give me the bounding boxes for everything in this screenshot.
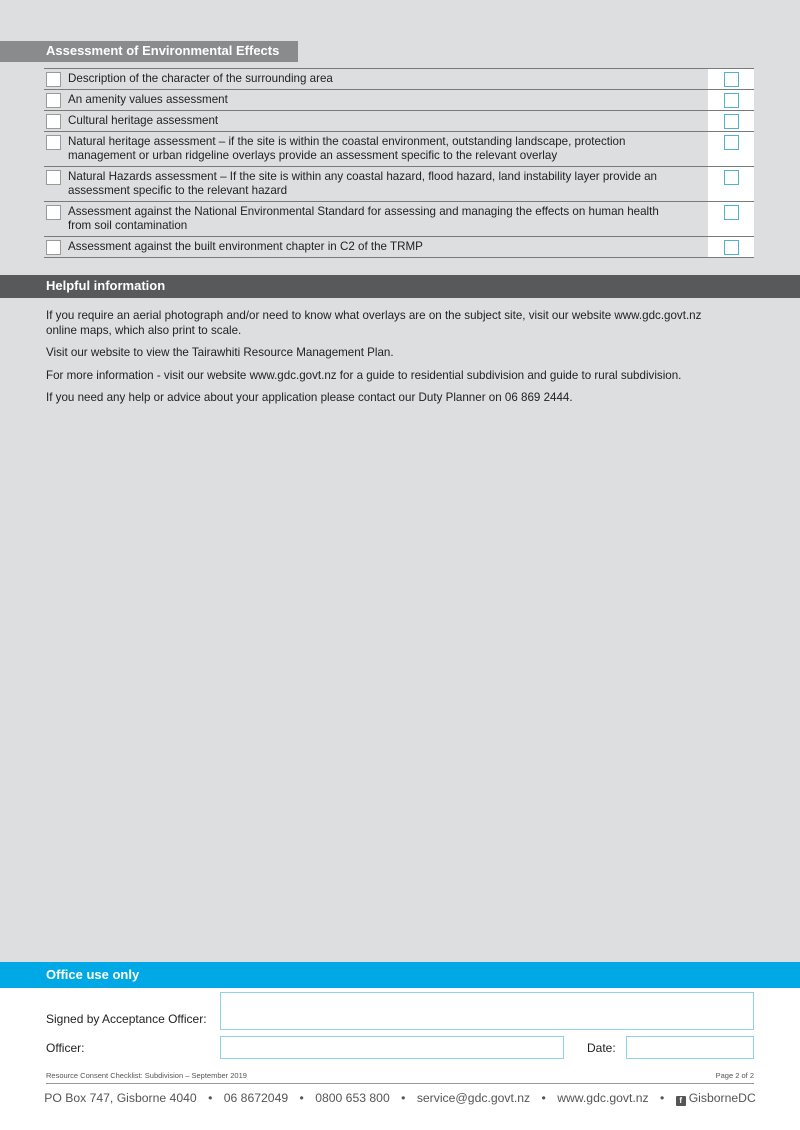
facebook-icon: f [676, 1096, 686, 1106]
contact-email[interactable]: service@gdc.govt.nz [416, 1091, 531, 1105]
separator: • [299, 1091, 304, 1105]
office-check-column [708, 202, 754, 236]
checklist-row [44, 90, 754, 111]
checklist-item-text: Natural heritage assessment – if the site is within the coastal environment, outstanding landscape, protection management or urban ridgeline overlays provide an assessment specific to the relevant overlay [68, 135, 626, 162]
assessment-checklist [44, 68, 754, 258]
assessment-section-title: Assessment of Environmental Effects [46, 43, 280, 58]
office-checkbox[interactable] [724, 135, 739, 150]
date-field[interactable] [626, 1036, 754, 1059]
footer-divider [46, 1083, 754, 1084]
separator: • [541, 1091, 546, 1105]
applicant-checkbox[interactable] [46, 205, 61, 220]
contact-website[interactable]: www.gdc.govt.nz [557, 1091, 649, 1105]
checklist-row [44, 237, 754, 258]
checklist-item-text: Cultural heritage assessment [68, 114, 219, 127]
checklist-row [44, 111, 754, 132]
assessment-section-header [0, 41, 298, 62]
checklist-row [44, 167, 754, 202]
checklist-item-text: Assessment against the National Environmental Standard for assessing and managing the effects on human health from soil contamination [68, 205, 659, 232]
separator: • [401, 1091, 406, 1105]
applicant-checkbox[interactable] [46, 93, 61, 108]
office-check-column [708, 167, 754, 201]
helpful-information-title: Helpful information [46, 278, 166, 293]
office-use-header [0, 962, 800, 988]
page-number: Page 2 of 2 [715, 1071, 754, 1080]
signed-by-field[interactable] [220, 992, 754, 1030]
office-check-column [708, 111, 754, 131]
contact-phone: 06 8672049 [223, 1091, 289, 1105]
checklist-item-text: Assessment against the built environment chapter in C2 of the TRMP [68, 240, 423, 253]
help-paragraph-more-info: For more information - visit our website www.gdc.govt.nz for a guide to residential subdivision and guide to rural subdivision. [46, 368, 682, 382]
helpful-information-body [46, 309, 746, 414]
help-paragraph-aerial: If you require an aerial photograph and/or need to know what overlays are on the subject site, visit our website www.gdc.govt.nz online maps, which also print to scale. [46, 309, 702, 337]
office-check-column [708, 132, 754, 166]
separator: • [208, 1091, 213, 1105]
applicant-checkbox[interactable] [46, 135, 61, 150]
office-check-column [708, 69, 754, 89]
office-check-column [708, 237, 754, 257]
applicant-checkbox[interactable] [46, 170, 61, 185]
applicant-checkbox[interactable] [46, 240, 61, 255]
office-checkbox[interactable] [724, 170, 739, 185]
checklist-row [44, 202, 754, 237]
applicant-checkbox[interactable] [46, 114, 61, 129]
office-check-column [708, 90, 754, 110]
office-checkbox[interactable] [724, 114, 739, 129]
checklist-row [44, 69, 754, 90]
contact-address: PO Box 747, Gisborne 4040 [44, 1091, 197, 1105]
officer-label: Officer: [46, 1041, 85, 1055]
office-checkbox[interactable] [724, 240, 739, 255]
checklist-row [44, 132, 754, 167]
contact-freephone: 0800 653 800 [315, 1091, 390, 1105]
contact-facebook[interactable]: GisborneDC [688, 1091, 756, 1105]
applicant-checkbox[interactable] [46, 72, 61, 87]
help-paragraph-contact: If you need any help or advice about your application please contact our Duty Planner on 06 869 2444. [46, 391, 573, 404]
help-paragraph-plan: Visit our website to view the Tairawhiti Resource Management Plan. [46, 346, 394, 359]
checklist-item-text: Natural Hazards assessment – If the site is within any coastal hazard, flood hazard, land instability layer provide an assessment specific to the relevant hazard [68, 170, 658, 197]
separator: • [660, 1091, 665, 1105]
helpful-information-header [0, 275, 800, 298]
signed-by-label: Signed by Acceptance Officer: [46, 1012, 207, 1026]
office-checkbox[interactable] [724, 72, 739, 87]
date-label: Date: [587, 1041, 616, 1055]
document-name: Resource Consent Checklist: Subdivision – September 2019 [46, 1071, 247, 1080]
checklist-item-text: Description of the character of the surrounding area [68, 72, 333, 85]
contact-bar [0, 1091, 800, 1106]
office-use-title: Office use only [46, 967, 140, 982]
checklist-item-text: An amenity values assessment [68, 93, 228, 106]
officer-field[interactable] [220, 1036, 564, 1059]
office-checkbox[interactable] [724, 93, 739, 108]
office-checkbox[interactable] [724, 205, 739, 220]
